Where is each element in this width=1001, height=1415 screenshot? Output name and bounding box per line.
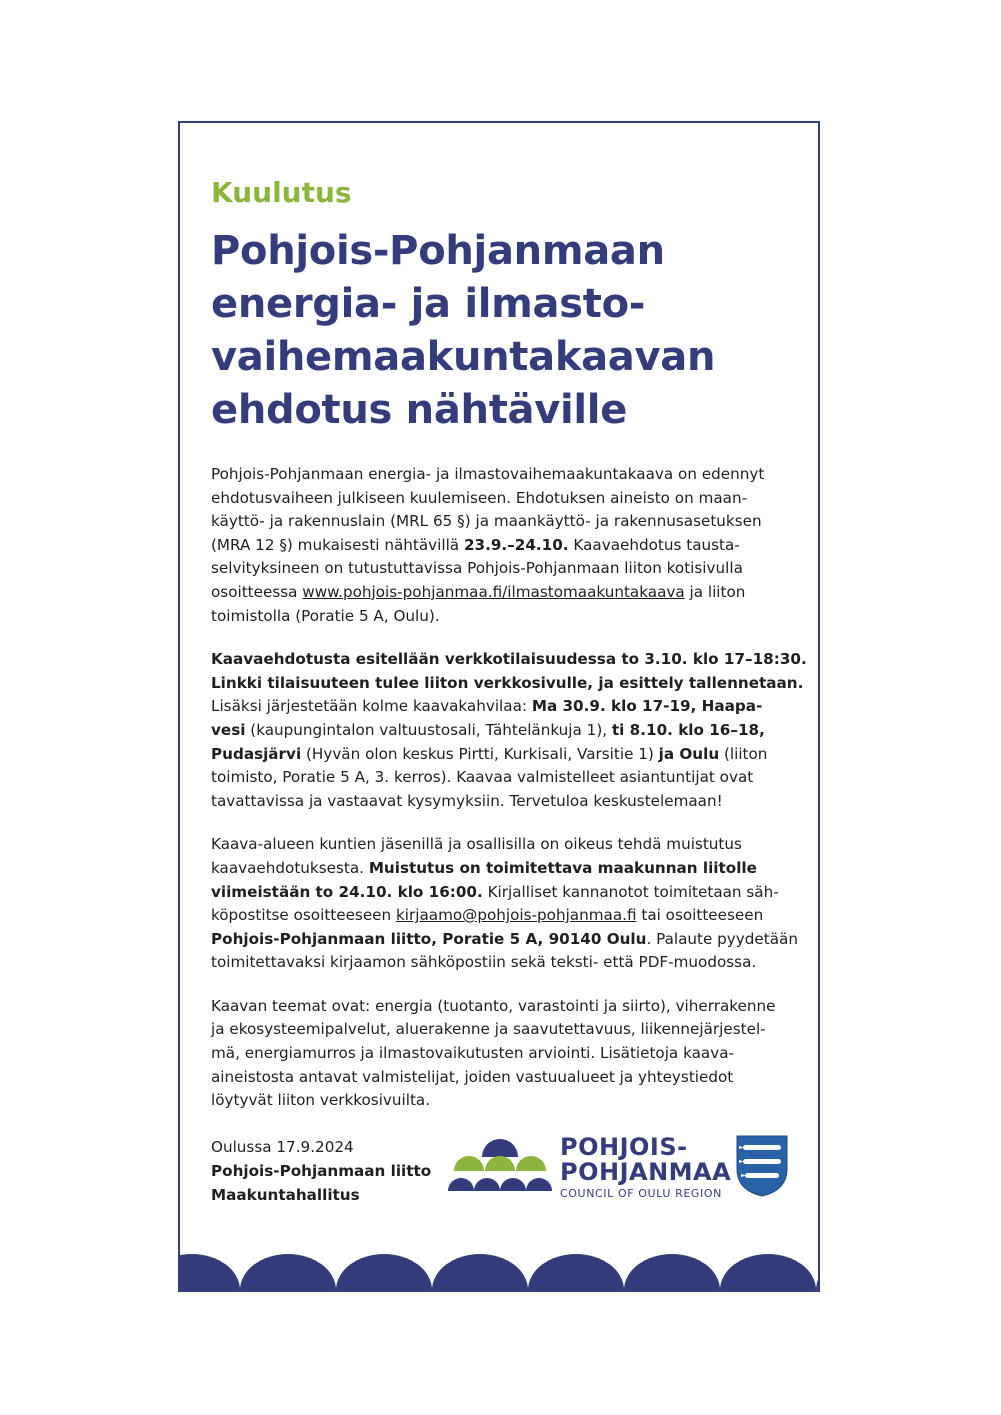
text-line: aineistosta antavat valmistelijat, joiden vastuualueet ja yhteystiedot bbox=[211, 1067, 734, 1086]
text-line: Kaavan teemat ovat: energia (tuotanto, varastointi ja siirto), viherrakenne bbox=[211, 996, 776, 1015]
text-line: toimistolla (Poratie 5 A, Oulu). bbox=[211, 606, 440, 625]
headline-line: ehdotus nähtäville bbox=[211, 387, 628, 433]
text-line: toimisto, Poratie 5 A, 3. kerros). Kaavaa valmistelleet asiantuntijat ovat bbox=[211, 768, 754, 787]
text-line: löytyvät liiton verkkosivuilta. bbox=[211, 1091, 431, 1110]
text-run: . Palaute pyydetään bbox=[646, 929, 798, 948]
decorative-waves bbox=[180, 1240, 818, 1290]
registry-email-link[interactable]: kirjaamo@pohjois-pohjanmaa.fi bbox=[395, 906, 637, 925]
coat-of-arms-icon bbox=[736, 1135, 788, 1197]
text-line: ehdotusvaiheen julkiseen kuulemiseen. Ehdotuksen aineisto on maan- bbox=[211, 488, 748, 507]
text-line bbox=[211, 719, 791, 743]
text-line bbox=[211, 695, 791, 719]
text-line bbox=[211, 904, 791, 928]
text-run: Kaavaehdotus tausta- bbox=[568, 535, 740, 554]
text-line bbox=[211, 928, 798, 952]
logo-line: POHJOIS- bbox=[560, 1133, 688, 1161]
signature-org: Pohjois-Pohjanmaan liitto bbox=[211, 1162, 432, 1180]
text-line: käyttö- ja rakennuslain (MRL 65 §) ja maankäyttö- ja rakennusasetuksen bbox=[211, 512, 762, 531]
paragraph-events bbox=[211, 648, 807, 813]
postal-address: Pohjois-Pohjanmaan liitto, Poratie 5 A, 90140 Oulu bbox=[211, 929, 647, 948]
announcement-frame bbox=[178, 121, 820, 1292]
text-line bbox=[211, 743, 791, 767]
text-run: tai osoitteeseen bbox=[636, 906, 764, 925]
logo-wordmark bbox=[560, 1135, 731, 1200]
signature-unit: Maakuntahallitus bbox=[211, 1186, 360, 1204]
paragraph-themes bbox=[211, 995, 791, 1113]
event-date: Ma 30.9. klo 17-19, Haapa- bbox=[531, 697, 763, 716]
event-place: vesi bbox=[211, 720, 246, 739]
text-line: Linkki tilaisuuteen tulee liiton verkkosivulle, ja esittely tallennetaan. bbox=[211, 673, 804, 692]
text-line: mä, energiamurros ja ilmastovaikutusten arviointi. Lisätietoja kaava- bbox=[211, 1044, 734, 1063]
headline-line: energia- ja ilmasto- bbox=[211, 281, 646, 327]
headline-line: vaihemaakuntakaavan bbox=[211, 334, 716, 380]
text-line bbox=[211, 857, 791, 881]
cloud-logo-icon bbox=[448, 1133, 552, 1195]
plan-website-link[interactable]: www.pohjois-pohjanmaa.fi/ilmastomaakuntakaava bbox=[302, 582, 685, 601]
text-line: toimitettavaksi kirjaamon sähköpostiin sekä teksti- että PDF-muodossa. bbox=[211, 953, 757, 972]
text-line bbox=[211, 534, 791, 558]
kicker-label: Kuulutus bbox=[211, 176, 352, 209]
text-line: Kaava-alueen kuntien jäsenillä ja osallisilla on oikeus tehdä muistutus bbox=[211, 835, 742, 854]
signature-block bbox=[211, 1135, 431, 1207]
signature-place-date: Oulussa 17.9.2024 bbox=[211, 1138, 354, 1156]
text-line: ja ekosysteemipalvelut, aluerakenne ja saavutettavuus, liikennejärjestel- bbox=[211, 1020, 766, 1039]
deadline-text: viimeistään to 24.10. klo 16:00. bbox=[211, 882, 483, 901]
display-period: 23.9.–24.10. bbox=[463, 535, 569, 554]
text-line bbox=[211, 581, 791, 605]
text-run: kaavaehdotuksesta. bbox=[211, 858, 369, 877]
logo-line: POHJANMAA bbox=[560, 1158, 732, 1186]
text-line: Pohjois-Pohjanmaan energia- ja ilmastovaihemaakuntakaava on edennyt bbox=[211, 465, 765, 483]
event-place: ja Oulu bbox=[658, 744, 720, 763]
headline-line: Pohjois-Pohjanmaan bbox=[211, 228, 665, 274]
logo-tagline: COUNCIL OF OULU REGION bbox=[560, 1187, 722, 1200]
text-line bbox=[211, 881, 791, 905]
event-date: ti 8.10. klo 16–18, bbox=[611, 720, 765, 739]
event-place: Pudasjärvi bbox=[211, 744, 302, 763]
text-run: Kirjalliset kannanotot toimitetaan säh- bbox=[482, 882, 779, 901]
headline bbox=[211, 225, 791, 437]
paragraph-objections bbox=[211, 833, 798, 975]
announcement-content bbox=[211, 175, 807, 1133]
text-run: Lisäksi järjestetään kolme kaavakahvilaa: bbox=[211, 697, 532, 716]
text-run: (kaupungintalon valtuustosali, Tähtelänkuja 1), bbox=[245, 720, 612, 739]
announcement-body bbox=[211, 463, 807, 1113]
text-run: (liiton bbox=[719, 744, 768, 763]
text-line: Kaavaehdotusta esitellään verkkotilaisuudessa to 3.10. klo 17–18:30. bbox=[211, 650, 807, 669]
text-run: ja liiton bbox=[684, 582, 746, 601]
text-run: osoitteessa bbox=[211, 582, 303, 601]
council-logo bbox=[448, 1131, 748, 1201]
text-line: selvityksineen on tutustuttavissa Pohjois-Pohjanmaan liiton kotisivulla bbox=[211, 559, 743, 578]
text-run: (MRA 12 §) mukaisesti nähtävillä bbox=[211, 535, 464, 554]
deadline-text: Muistutus on toimitettava maakunnan liitolle bbox=[368, 858, 757, 877]
paragraph-intro bbox=[211, 463, 791, 628]
text-line: tavattavissa ja vastaavat kysymyksiin. Tervetuloa keskustelemaan! bbox=[211, 791, 723, 810]
text-run: (Hyvän olon keskus Pirtti, Kurkisali, Varsitie 1) bbox=[301, 744, 659, 763]
text-run: köpostitse osoitteeseen bbox=[211, 906, 396, 925]
